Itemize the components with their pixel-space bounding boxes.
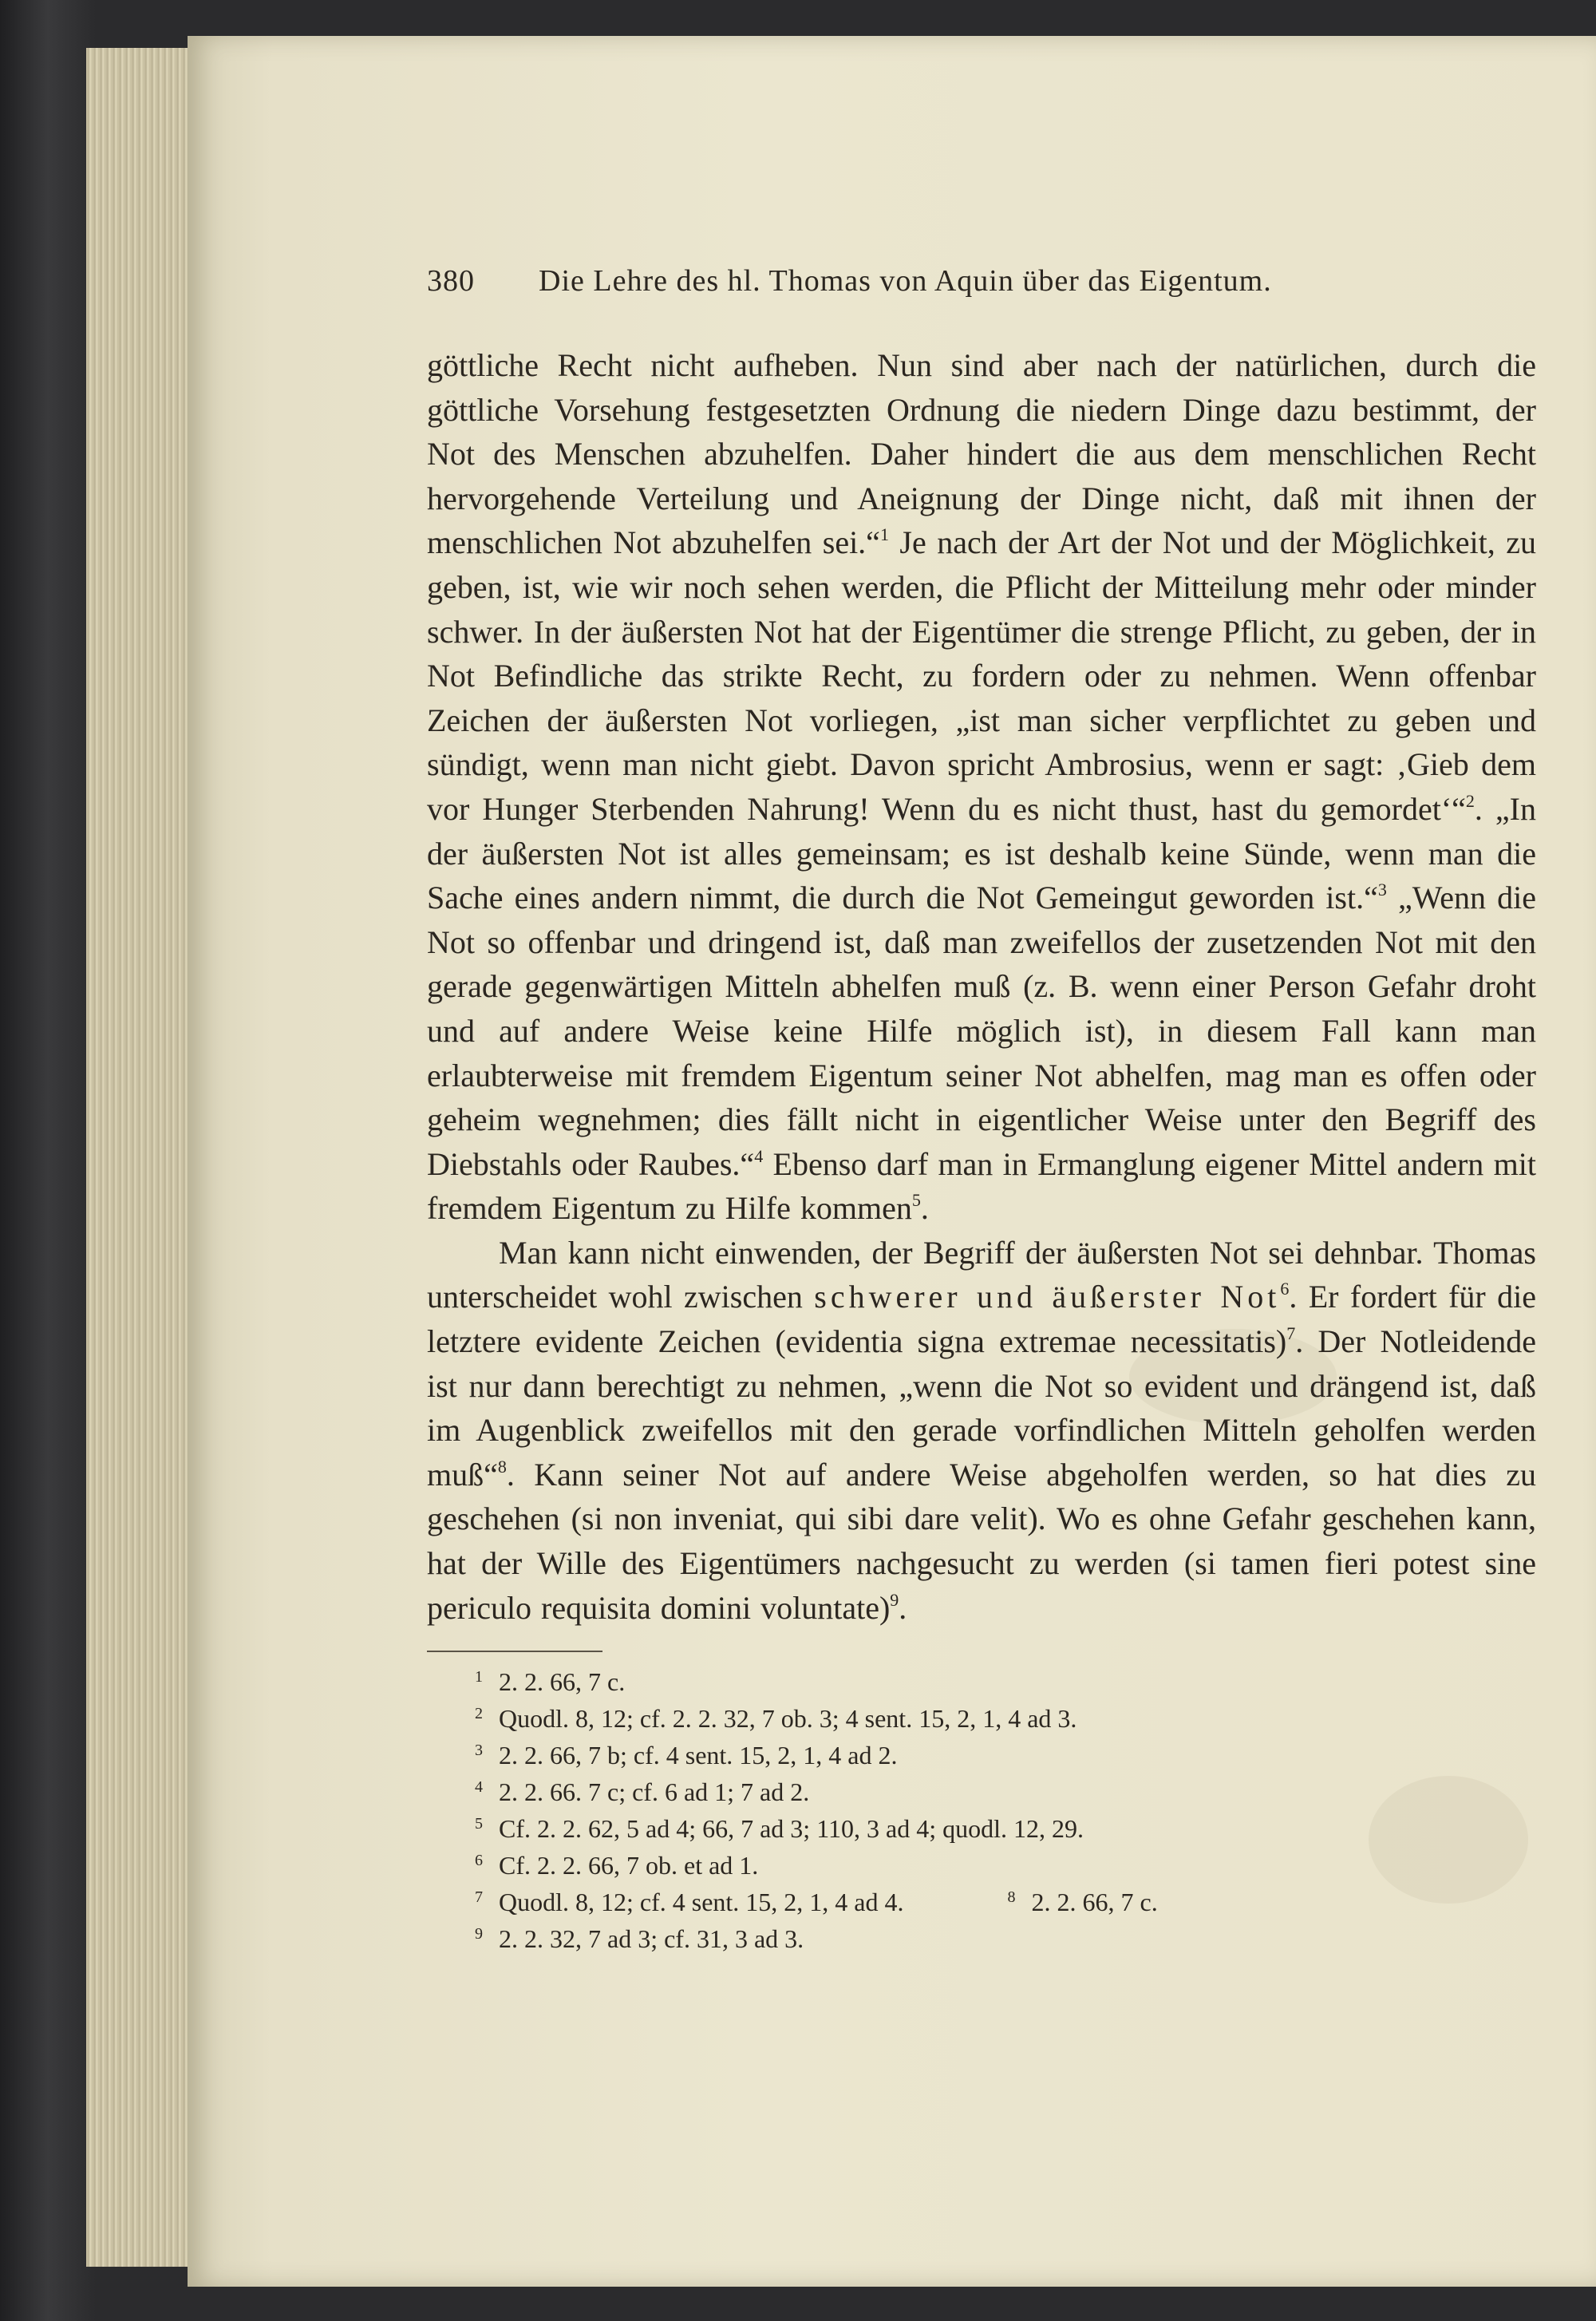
footnote-text: Cf. 2. 2. 62, 5 ad 4; 66, 7 ad 3; 110, 3 ad 4; quodl. 12, 29. — [499, 1814, 1084, 1844]
text-run: . Kann seiner Not auf andere Weise abgeholfen werden, so hat dies zu geschehen (si non inveniat, qui sibi dare velit). Wo es ohne Gefahr geschehen kann, hat der Wille des Eigentümers nachgesucht zu werden (si tamen fieri potest sine periculo requisita domini voluntate) — [427, 1456, 1536, 1626]
text-run: Je nach der Art der Not und der Möglichkeit, zu geben, ist, wie wir noch sehen werden, die Pflicht der Mitteilung mehr oder minder schwer. In der äußersten Not hat der Eigentümer die strenge Pflicht, zu geben, der in Not Befindliche das strikte Recht, zu fordern oder zu nehmen. Wenn offenbar Zeichen der äußersten Not vorliegen, „ist man sicher verpflichtet zu geben und sündigt, wenn man nicht giebt. Davon spricht Ambrosius, wenn er sagt: ‚Gieb dem vor Hunger Sterbenden Nahrung! Wenn du es nicht thust, hast du gemordet‘“ — [427, 524, 1537, 827]
footnote-number: 1 — [475, 1668, 483, 1686]
footnote-ref: 2 — [1465, 790, 1475, 811]
footnote-ref: 4 — [754, 1145, 764, 1166]
footnote-text: Quodl. 8, 12; cf. 4 sent. 15, 2, 1, 4 ad 4. — [499, 1888, 904, 1917]
page-number: 380 — [427, 264, 475, 298]
footnote-7 — [427, 1884, 904, 1920]
text-run: Ebenso darf man in Ermanglung eigener Mittel andern mit fremdem Eigentum zu Hilfe kommen — [427, 1145, 1536, 1227]
footnote-number: 3 — [475, 1742, 483, 1760]
footnote-ref: 5 — [911, 1190, 921, 1211]
footnote-ref: 1 — [879, 524, 889, 545]
text-run: . Der Notleidende ist nur dann berechtigt zu nehmen, „wenn die Not so evident und drängend ist, daß im Augenblick zweifellos mit den gerade vorfindlichen Mitteln geholfen werden muß“ — [427, 1323, 1536, 1493]
text-run: . — [899, 1589, 907, 1626]
footnote-text: 2. 2. 66. 7 c; cf. 6 ad 1; 7 ad 2. — [499, 1777, 810, 1807]
footnote-ref: 3 — [1377, 880, 1387, 900]
footnote-number: 8 — [1007, 1888, 1016, 1907]
body-text — [427, 343, 1536, 1630]
text-run: . Er fordert für die letztere evidente Zeichen (evidentia signa extremae necessitatis) — [427, 1279, 1537, 1360]
text-run: „Wenn die Not so offenbar und dringend ist, daß man zweifellos der zusetzenden Not mit den gerade gegenwärtigen Mitteln abhelfen muß (z. B. wenn einer Person Gefahr droht und auf andere Weise keine Hilfe möglich ist), in diesem Fall kann man erlaubterweise mit fremdem Eigentum seiner Not abhelfen, mag man es offen oder geheim wegnehmen; dies fällt nicht in eigentlicher Weise unter den Begriff des Diebstahls oder Raubes.“ — [427, 880, 1536, 1182]
text-run: . — [920, 1190, 929, 1227]
footnote-number: 6 — [475, 1852, 483, 1870]
emphasized-text: schwerer und äußerster Not — [814, 1279, 1281, 1315]
footnote-ref: 9 — [890, 1589, 899, 1610]
text-run: göttliche Recht nicht aufheben. Nun sind aber nach der natürlichen, durch die göttliche Vorsehung festgesetzten Ordnung die niedern Dinge dazu bestimmt, der Not des Menschen abzuhelfen. Daher hindert die aus dem menschlichen Recht hervorgehende Verteilung und Aneignung der Dinge nicht, daß mit ihnen der menschlichen Not abzuhelfen sei.“ — [427, 347, 1536, 561]
page-content — [427, 263, 1536, 1957]
footnote-text: 2. 2. 66, 7 c. — [499, 1667, 626, 1697]
footnotes — [427, 1663, 1536, 1957]
footnote-8 — [960, 1884, 1158, 1920]
footnote-number: 2 — [475, 1705, 483, 1723]
footnote-3 — [427, 1737, 1536, 1773]
running-header — [427, 263, 1536, 319]
footnote-text: Cf. 2. 2. 66, 7 ob. et ad 1. — [499, 1851, 759, 1880]
text-run: Man kann nicht einwenden, der Begriff der äußersten Not sei dehnbar. Thomas unterscheidet wohl zwischen — [427, 1234, 1536, 1315]
footnote-text: 2. 2. 66, 7 c. — [1031, 1888, 1158, 1917]
footnote-6 — [427, 1847, 1536, 1884]
running-title: Die Lehre des hl. Thomas von Aquin über das Eigentum. — [539, 264, 1272, 298]
footnote-2 — [427, 1700, 1536, 1737]
book-page — [188, 36, 1596, 2287]
footnote-number: 4 — [475, 1778, 483, 1797]
paragraph-1 — [427, 343, 1536, 1231]
footnote-text: 2. 2. 66, 7 b; cf. 4 sent. 15, 2, 1, 4 ad 2. — [499, 1741, 898, 1770]
footnote-9 — [427, 1920, 1536, 1957]
footnote-5 — [427, 1810, 1536, 1847]
footnote-row — [427, 1884, 1536, 1920]
paragraph-2 — [427, 1231, 1536, 1630]
footnote-text: 2. 2. 32, 7 ad 3; cf. 31, 3 ad 3. — [499, 1924, 804, 1954]
footnote-number: 9 — [475, 1925, 483, 1943]
footnote-ref: 6 — [1280, 1279, 1290, 1299]
footnote-1 — [427, 1663, 1536, 1700]
footnote-number: 7 — [475, 1888, 483, 1907]
footnote-ref: 8 — [497, 1456, 507, 1477]
footnote-divider — [427, 1651, 602, 1652]
footnote-number: 5 — [475, 1815, 483, 1833]
footnote-ref: 7 — [1286, 1323, 1296, 1344]
footnote-4 — [427, 1773, 1536, 1810]
footnote-text: Quodl. 8, 12; cf. 2. 2. 32, 7 ob. 3; 4 sent. 15, 2, 1, 4 ad 3. — [499, 1704, 1077, 1734]
text-run: . „In der äußersten Not ist alles gemeinsam; es ist deshalb keine Sünde, wenn man die Sache eines andern nimmt, die durch die Not Gemeingut geworden ist.“ — [427, 790, 1536, 916]
